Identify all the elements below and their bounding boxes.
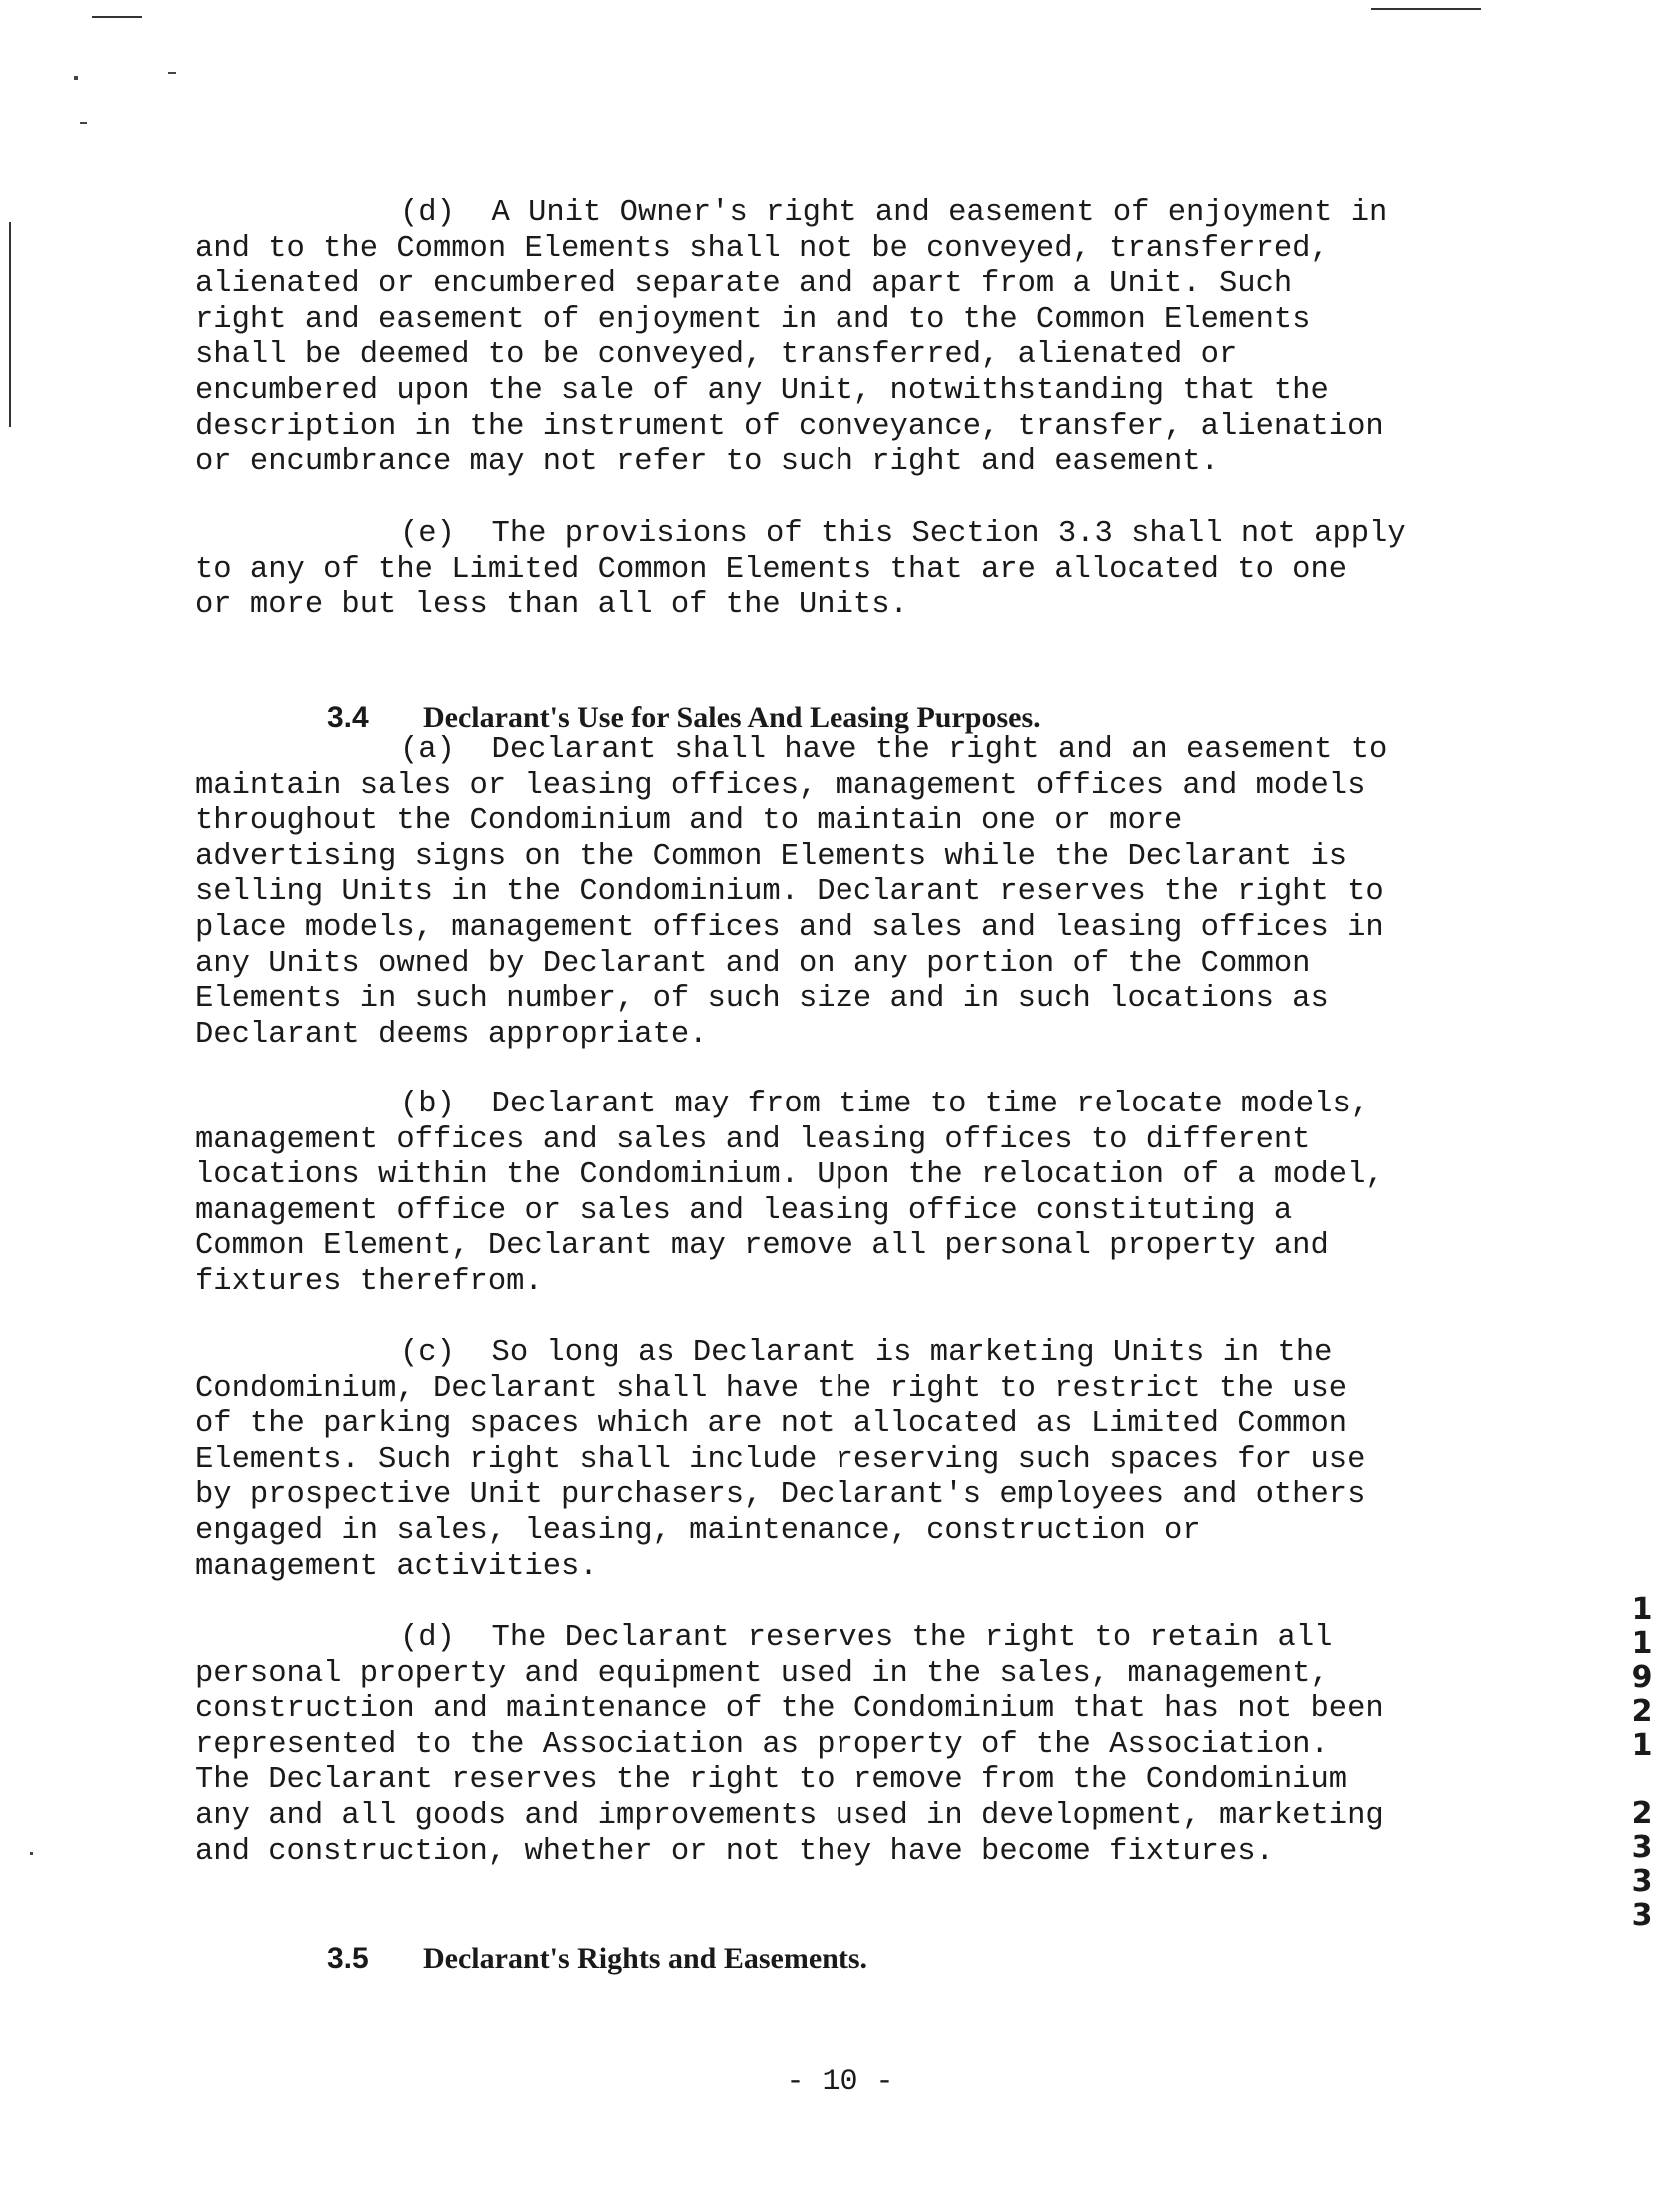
stamp-digit: 9 <box>1631 1660 1653 1695</box>
paragraph-line: (d) The Declarant reserves the right to retain all <box>400 1621 1333 1655</box>
stamp-digit: 1 <box>1631 1626 1653 1661</box>
paragraph-line: management office or sales and leasing office constituting a <box>195 1193 1293 1228</box>
paragraph-line: place models, management offices and sales and leasing offices in <box>195 910 1384 945</box>
scan-artifact-mark-1 <box>74 76 78 80</box>
paragraph-line: right and easement of enjoyment in and to the Common Elements <box>195 302 1311 337</box>
paragraph-line: or more but less than all of the Units. <box>195 588 908 623</box>
paragraph-line: and to the Common Elements shall not be conveyed, transferred, <box>195 231 1329 266</box>
paragraph-line: represented to the Association as property of the Association. <box>195 1727 1329 1762</box>
paragraph-line: engaged in sales, leasing, maintenance, construction or <box>195 1513 1201 1548</box>
paragraph-line: any and all goods and improvements used in development, marketing <box>195 1798 1384 1833</box>
paragraph-3-4-a <box>195 733 1504 1053</box>
paragraph-line: and construction, whether or not they have become fixtures. <box>195 1834 1274 1869</box>
section-title: Declarant's Rights and Easements. <box>423 1942 868 1975</box>
paragraph-line: shall be deemed to be conveyed, transferred, alienated or <box>195 338 1238 373</box>
section-number: 3.5 <box>327 1942 369 1975</box>
paragraph-line: maintain sales or leasing offices, management offices and models <box>195 768 1366 803</box>
paragraph-line: construction and maintenance of the Condominium that has not been <box>195 1692 1384 1727</box>
paragraph-line: advertising signs on the Common Elements while the Declarant is <box>195 839 1348 874</box>
paragraph-line: any Units owned by Declarant and on any portion of the Common <box>195 946 1311 981</box>
paragraph-line: selling Units in the Condominium. Declarant reserves the right to <box>195 875 1384 910</box>
paragraph-line: Elements. Such right shall include reserving such spaces for use <box>195 1442 1366 1477</box>
scan-artifact-left-margin-bar <box>9 222 11 427</box>
paragraph-3-4-b <box>195 1088 1504 1301</box>
paragraph-line: personal property and equipment used in the sales, management, <box>195 1656 1329 1691</box>
paragraph-3-3-e <box>195 517 1504 624</box>
paragraph-line: Common Element, Declarant may remove all personal property and <box>195 1229 1329 1264</box>
scan-artifact-mark-2 <box>80 122 87 124</box>
paragraph-3-3-d <box>195 196 1504 481</box>
paragraph-line: Elements in such number, of such size and in such locations as <box>195 982 1329 1017</box>
section-number: 3.4 <box>327 701 369 734</box>
paragraph-line: The Declarant reserves the right to remove from the Condominium <box>195 1763 1348 1798</box>
scan-artifact-mark-4 <box>30 1852 33 1855</box>
stamp-digit: 3 <box>1631 1864 1653 1899</box>
paragraph-3-4-c <box>195 1336 1504 1585</box>
paragraph-line: (a) Declarant shall have the right and an easement to <box>400 733 1388 767</box>
paragraph-line: by prospective Unit purchasers, Declarant's employees and others <box>195 1478 1366 1513</box>
scan-artifact-top-right-rule <box>1371 8 1481 10</box>
paragraph-line: Declarant deems appropriate. <box>195 1017 708 1052</box>
paragraph-line: management activities. <box>195 1549 598 1584</box>
paragraph-line: (d) A Unit Owner's right and easement of enjoyment in <box>400 196 1388 230</box>
paragraph-line: to any of the Limited Common Elements that are allocated to one <box>195 552 1348 587</box>
paragraph-line: or encumbrance may not refer to such right and easement. <box>195 445 1219 480</box>
stamp-digit: 2 <box>1631 1796 1653 1831</box>
paragraph-line: encumbered upon the sale of any Unit, notwithstanding that the <box>195 373 1329 408</box>
paragraph-line: (e) The provisions of this Section 3.3 shall not apply <box>400 517 1406 551</box>
stamp-gap <box>1627 1763 1657 1797</box>
page-number: - 10 - <box>786 2065 894 2099</box>
paragraph-line: of the parking spaces which are not allocated as Limited Common <box>195 1407 1348 1442</box>
paragraph-line: (c) So long as Declarant is marketing Units in the <box>400 1336 1333 1370</box>
paragraph-line: management offices and sales and leasing offices to different <box>195 1122 1311 1157</box>
paragraph-line: alienated or encumbered separate and apart from a Unit. Such <box>195 267 1293 302</box>
paragraph-line: description in the instrument of conveyance, transfer, alienation <box>195 409 1384 444</box>
paragraph-line: Condominium, Declarant shall have the right to restrict the use <box>195 1371 1348 1406</box>
scan-artifact-mark-3 <box>168 72 176 74</box>
stamp-digit: 3 <box>1631 1898 1653 1933</box>
paragraph-line: fixtures therefrom. <box>195 1264 543 1299</box>
paragraph-line: throughout the Condominium and to maintain one or more <box>195 804 1183 839</box>
section-heading-3-5 <box>297 1905 867 2013</box>
section-title: Declarant's Use for Sales And Leasing Purposes. <box>423 701 1041 734</box>
stamp-digit: 3 <box>1631 1830 1653 1865</box>
paragraph-3-4-d <box>195 1621 1504 1870</box>
scan-artifact-top-left-rule <box>92 16 142 18</box>
stamp-digit: 1 <box>1631 1592 1653 1627</box>
paragraph-line: (b) Declarant may from time to time relocate models, <box>400 1088 1370 1121</box>
paragraph-line: locations within the Condominium. Upon the relocation of a model, <box>195 1158 1384 1193</box>
side-recording-number <box>1627 1593 1657 1933</box>
stamp-digit: 1 <box>1631 1728 1653 1763</box>
stamp-digit: 2 <box>1631 1694 1653 1729</box>
